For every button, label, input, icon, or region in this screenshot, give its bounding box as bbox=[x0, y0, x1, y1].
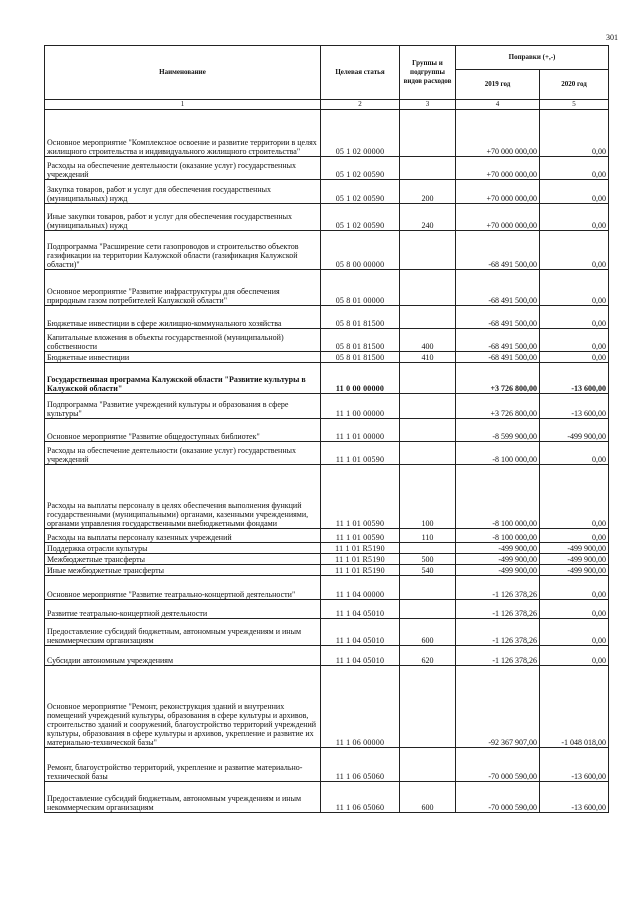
row-expense-group: 620 bbox=[400, 646, 456, 666]
row-target-article: 11 1 04 05010 bbox=[321, 600, 400, 619]
row-expense-group bbox=[400, 442, 456, 465]
table-row bbox=[45, 529, 609, 543]
row-target-article: 11 1 01 R5190 bbox=[321, 554, 400, 565]
header-expense-groups: Группы и подгруппы видов расходов bbox=[400, 46, 456, 100]
row-amount-2020: -13 600,00 bbox=[540, 363, 609, 394]
row-amount-2020: -499 900,00 bbox=[540, 565, 609, 576]
row-amount-2019: +70 000 000,00 bbox=[456, 110, 540, 157]
row-target-article: 11 1 06 05060 bbox=[321, 782, 400, 813]
table-row bbox=[45, 465, 609, 529]
row-expense-group bbox=[400, 576, 456, 600]
row-amount-2019: +3 726 800,00 bbox=[456, 363, 540, 394]
row-name: Основное мероприятие "Развитие инфраструктуры для обеспечения природным газом потребителей Калужской области" bbox=[45, 270, 321, 306]
row-expense-group bbox=[400, 157, 456, 180]
row-target-article: 11 1 04 05010 bbox=[321, 619, 400, 646]
row-amount-2019: -499 900,00 bbox=[456, 565, 540, 576]
header-target-article: Целевая статья bbox=[321, 46, 400, 100]
row-amount-2019: +70 000 000,00 bbox=[456, 157, 540, 180]
row-amount-2020: 0,00 bbox=[540, 270, 609, 306]
row-amount-2020: 0,00 bbox=[540, 576, 609, 600]
row-expense-group bbox=[400, 666, 456, 748]
row-amount-2020: 0,00 bbox=[540, 231, 609, 270]
row-amount-2020: 0,00 bbox=[540, 352, 609, 363]
row-amount-2020: 0,00 bbox=[540, 619, 609, 646]
column-index: 2 bbox=[321, 100, 400, 110]
row-name: Расходы на выплаты персоналу в целях обеспечения выполнения функций государственными (муниципальными) органами, казенными учреждениями, органами управления государственными внебюджетными фондами bbox=[45, 465, 321, 529]
row-target-article: 05 8 01 81500 bbox=[321, 329, 400, 352]
row-amount-2019: -499 900,00 bbox=[456, 543, 540, 554]
table-row bbox=[45, 157, 609, 180]
table-row bbox=[45, 270, 609, 306]
row-amount-2019: -68 491 500,00 bbox=[456, 329, 540, 352]
row-expense-group: 500 bbox=[400, 554, 456, 565]
table-row bbox=[45, 180, 609, 204]
row-expense-group: 100 bbox=[400, 465, 456, 529]
table-row bbox=[45, 204, 609, 231]
row-amount-2019: +70 000 000,00 bbox=[456, 204, 540, 231]
row-expense-group: 600 bbox=[400, 619, 456, 646]
table-row bbox=[45, 306, 609, 329]
row-target-article: 05 8 01 00000 bbox=[321, 270, 400, 306]
row-target-article: 11 0 00 00000 bbox=[321, 363, 400, 394]
row-name: Предоставление субсидий бюджетным, автономным учреждениям и иным некоммерческим организациям bbox=[45, 619, 321, 646]
row-amount-2019: -8 100 000,00 bbox=[456, 442, 540, 465]
table-row bbox=[45, 352, 609, 363]
row-amount-2020: 0,00 bbox=[540, 465, 609, 529]
table-row bbox=[45, 543, 609, 554]
column-index: 5 bbox=[540, 100, 609, 110]
row-name: Основное мероприятие "Ремонт, реконструкция зданий и внутренних помещений учреждений культуры, образования в сфере культуры и архивов, строительство зданий и сооружений, благоустройство территорий учреждений культуры, образования в сфере культуры и архивов, укрепление и развитие их материально-технической базы" bbox=[45, 666, 321, 748]
table-body bbox=[45, 110, 609, 813]
row-target-article: 11 1 01 R5190 bbox=[321, 543, 400, 554]
table-row bbox=[45, 600, 609, 619]
row-target-article: 11 1 01 00590 bbox=[321, 529, 400, 543]
row-target-article: 05 8 01 81500 bbox=[321, 352, 400, 363]
row-expense-group bbox=[400, 748, 456, 782]
row-amount-2019: +70 000 000,00 bbox=[456, 180, 540, 204]
row-target-article: 11 1 01 R5190 bbox=[321, 565, 400, 576]
row-target-article: 11 1 01 00590 bbox=[321, 465, 400, 529]
header-year-2019: 2019 год bbox=[456, 70, 540, 100]
row-amount-2020: 0,00 bbox=[540, 110, 609, 157]
row-target-article: 11 1 06 00000 bbox=[321, 666, 400, 748]
table-row bbox=[45, 565, 609, 576]
table-row bbox=[45, 646, 609, 666]
column-index-row bbox=[45, 100, 609, 110]
row-expense-group: 540 bbox=[400, 565, 456, 576]
table-row bbox=[45, 110, 609, 157]
header-amendments: Поправки (+,-) bbox=[456, 46, 609, 70]
row-amount-2019: -1 126 378,26 bbox=[456, 576, 540, 600]
row-amount-2020: 0,00 bbox=[540, 157, 609, 180]
row-amount-2020: -13 600,00 bbox=[540, 748, 609, 782]
table-row bbox=[45, 394, 609, 419]
column-index: 3 bbox=[400, 100, 456, 110]
row-amount-2019: +3 726 800,00 bbox=[456, 394, 540, 419]
row-amount-2019: -1 126 378,26 bbox=[456, 646, 540, 666]
row-expense-group: 600 bbox=[400, 782, 456, 813]
row-amount-2019: -68 491 500,00 bbox=[456, 352, 540, 363]
row-target-article: 11 1 00 00000 bbox=[321, 394, 400, 419]
row-name: Капитальные вложения в объекты государственной (муниципальной) собственности bbox=[45, 329, 321, 352]
row-amount-2020: -13 600,00 bbox=[540, 782, 609, 813]
row-name: Расходы на обеспечение деятельности (оказание услуг) государственных учреждений bbox=[45, 442, 321, 465]
row-expense-group bbox=[400, 600, 456, 619]
row-amount-2019: -70 000 590,00 bbox=[456, 782, 540, 813]
row-target-article: 11 1 01 00000 bbox=[321, 419, 400, 442]
row-name: Расходы на обеспечение деятельности (оказание услуг) государственных учреждений bbox=[45, 157, 321, 180]
row-amount-2019: -8 599 900,00 bbox=[456, 419, 540, 442]
row-target-article: 11 1 06 05060 bbox=[321, 748, 400, 782]
row-expense-group bbox=[400, 363, 456, 394]
row-target-article: 11 1 04 05010 bbox=[321, 646, 400, 666]
row-expense-group: 410 bbox=[400, 352, 456, 363]
row-name: Развитие театрально-концертной деятельности bbox=[45, 600, 321, 619]
row-expense-group bbox=[400, 306, 456, 329]
row-amount-2019: -499 900,00 bbox=[456, 554, 540, 565]
row-name: Бюджетные инвестиции bbox=[45, 352, 321, 363]
row-name: Подпрограмма "Расширение сети газопроводов и строительство объектов газификации на территории Калужской области (газификация Калужской области)" bbox=[45, 231, 321, 270]
row-amount-2020: 0,00 bbox=[540, 306, 609, 329]
row-amount-2020: 0,00 bbox=[540, 180, 609, 204]
row-amount-2020: 0,00 bbox=[540, 329, 609, 352]
row-name: Субсидии автономным учреждениям bbox=[45, 646, 321, 666]
row-name: Государственная программа Калужской области "Развитие культуры в Калужской области" bbox=[45, 363, 321, 394]
row-target-article: 05 8 00 00000 bbox=[321, 231, 400, 270]
table-row bbox=[45, 231, 609, 270]
row-expense-group: 200 bbox=[400, 180, 456, 204]
row-expense-group bbox=[400, 231, 456, 270]
column-index: 1 bbox=[45, 100, 321, 110]
row-expense-group bbox=[400, 419, 456, 442]
row-name: Межбюджетные трансферты bbox=[45, 554, 321, 565]
row-expense-group: 400 bbox=[400, 329, 456, 352]
table-row bbox=[45, 748, 609, 782]
table-row bbox=[45, 554, 609, 565]
row-name: Бюджетные инвестиции в сфере жилищно-коммунального хозяйства bbox=[45, 306, 321, 329]
row-expense-group bbox=[400, 110, 456, 157]
row-name: Предоставление субсидий бюджетным, автономным учреждениям и иным некоммерческим организациям bbox=[45, 782, 321, 813]
table-row bbox=[45, 442, 609, 465]
header-year-2020: 2020 год bbox=[540, 70, 609, 100]
row-target-article: 05 1 02 00590 bbox=[321, 157, 400, 180]
row-amount-2020: -13 600,00 bbox=[540, 394, 609, 419]
row-amount-2019: -68 491 500,00 bbox=[456, 270, 540, 306]
row-name: Основное мероприятие "Развитие театрально-концертной деятельности" bbox=[45, 576, 321, 600]
table-row bbox=[45, 363, 609, 394]
row-name: Подпрограмма "Развитие учреждений культуры и образования в сфере культуры" bbox=[45, 394, 321, 419]
page-number: 301 bbox=[606, 33, 618, 42]
row-amount-2020: -499 900,00 bbox=[540, 554, 609, 565]
row-name: Расходы на выплаты персоналу казенных учреждений bbox=[45, 529, 321, 543]
row-name: Основное мероприятие "Развитие общедоступных библиотек" bbox=[45, 419, 321, 442]
row-amount-2020: -1 048 018,00 bbox=[540, 666, 609, 748]
header-name: Наименование bbox=[45, 46, 321, 100]
row-amount-2020: 0,00 bbox=[540, 442, 609, 465]
row-expense-group bbox=[400, 543, 456, 554]
table-row bbox=[45, 782, 609, 813]
row-amount-2020: -499 900,00 bbox=[540, 543, 609, 554]
row-target-article: 05 1 02 00590 bbox=[321, 180, 400, 204]
table-row bbox=[45, 329, 609, 352]
budget-amendments-table bbox=[44, 45, 609, 813]
column-index: 4 bbox=[456, 100, 540, 110]
row-name: Иные межбюджетные трансферты bbox=[45, 565, 321, 576]
row-amount-2019: -8 100 000,00 bbox=[456, 465, 540, 529]
row-amount-2020: 0,00 bbox=[540, 204, 609, 231]
row-amount-2019: -1 126 378,26 bbox=[456, 600, 540, 619]
row-expense-group bbox=[400, 394, 456, 419]
row-amount-2019: -68 491 500,00 bbox=[456, 306, 540, 329]
row-expense-group: 240 bbox=[400, 204, 456, 231]
row-target-article: 11 1 04 00000 bbox=[321, 576, 400, 600]
row-name: Закупка товаров, работ и услуг для обеспечения государственных (муниципальных) нужд bbox=[45, 180, 321, 204]
table-row bbox=[45, 619, 609, 646]
row-name: Ремонт, благоустройство территорий, укрепление и развитие материально-технической базы bbox=[45, 748, 321, 782]
row-amount-2019: -1 126 378,26 bbox=[456, 619, 540, 646]
row-expense-group: 110 bbox=[400, 529, 456, 543]
row-target-article: 05 1 02 00590 bbox=[321, 204, 400, 231]
row-target-article: 11 1 01 00590 bbox=[321, 442, 400, 465]
row-amount-2020: -499 900,00 bbox=[540, 419, 609, 442]
table-row bbox=[45, 576, 609, 600]
table-row bbox=[45, 419, 609, 442]
row-name: Поддержка отрасли культуры bbox=[45, 543, 321, 554]
row-expense-group bbox=[400, 270, 456, 306]
row-amount-2019: -92 367 907,00 bbox=[456, 666, 540, 748]
row-target-article: 05 8 01 81500 bbox=[321, 306, 400, 329]
row-amount-2020: 0,00 bbox=[540, 529, 609, 543]
row-amount-2019: -8 100 000,00 bbox=[456, 529, 540, 543]
table-row bbox=[45, 666, 609, 748]
row-amount-2020: 0,00 bbox=[540, 600, 609, 619]
row-amount-2019: -70 000 590,00 bbox=[456, 748, 540, 782]
row-amount-2020: 0,00 bbox=[540, 646, 609, 666]
row-amount-2019: -68 491 500,00 bbox=[456, 231, 540, 270]
row-name: Основное мероприятие "Комплексное освоение и развитие территории в целях жилищного строительства и индивидуального жилищного строительства" bbox=[45, 110, 321, 157]
row-target-article: 05 1 02 00000 bbox=[321, 110, 400, 157]
row-name: Иные закупки товаров, работ и услуг для обеспечения государственных (муниципальных) нужд bbox=[45, 204, 321, 231]
